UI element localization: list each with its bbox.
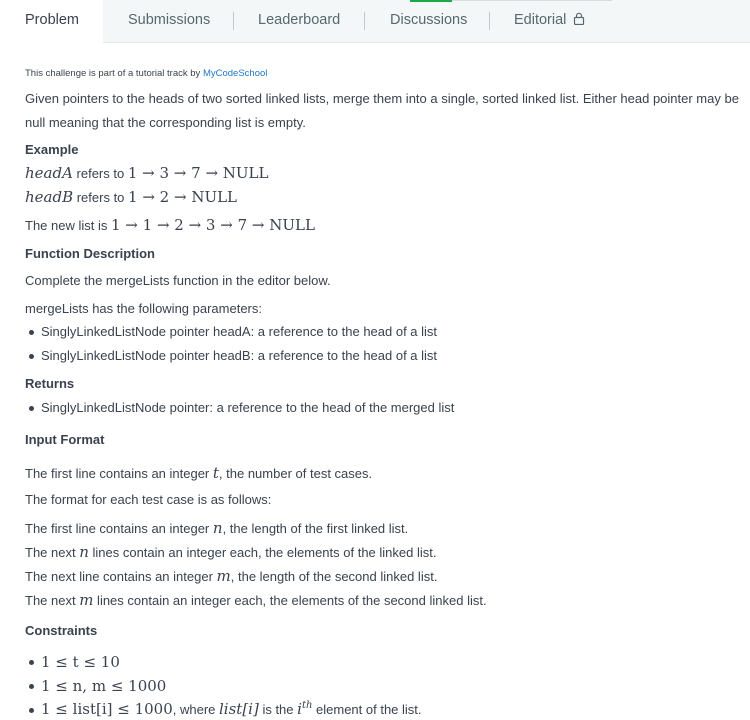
input-format-heading: Input Format (25, 432, 105, 447)
input-format-line-4: The next n lines contain an integer each, the elements of the linked list. (25, 543, 437, 561)
tutorial-note: This challenge is part of a tutorial track by MyCodeSchool (25, 68, 268, 79)
input-format-line-5: The next line contains an integer m, the length of the second linked list. (25, 567, 438, 585)
input-format-line-6: The next m lines contain an integer each, the elements of the second linked list. (25, 591, 487, 609)
tab-bar-top-line (452, 0, 612, 1)
param-item: SinglyLinkedListNode pointer headA: a reference to the head of a list (41, 324, 438, 339)
function-description-line-1: Complete the mergeLists function in the editor below. (25, 273, 331, 288)
tab-editorial[interactable] (514, 12, 585, 28)
example-heading: Example (25, 142, 79, 157)
bullet (29, 330, 34, 335)
tab-editorial-label: Editorial (514, 12, 567, 28)
bullet (29, 406, 34, 411)
lock-icon (573, 12, 585, 25)
bullet (29, 660, 34, 665)
tab-indicator (410, 0, 452, 2)
input-format-line-2: The format for each test case is as follows: (25, 492, 272, 507)
tab-problem[interactable]: Problem (25, 12, 79, 28)
mycodeschool-link[interactable]: MyCodeSchool (202, 68, 268, 79)
result-expr: 1 → 1 → 2 → 3 → 7 → NULL (110, 216, 315, 234)
constraints-heading: Constraints (25, 623, 98, 638)
example-result: The new list is 1 → 1 → 2 → 3 → 7 → NULL (25, 216, 315, 234)
tab-separator (364, 12, 365, 30)
constraint-1: 1 ≤ t ≤ 10 (41, 653, 120, 671)
example-head-b: headB refers to 1 → 2 → NULL (25, 188, 238, 206)
tab-discussions[interactable]: Discussions (390, 12, 468, 28)
head-a-expr: 1 → 3 → 7 → NULL (127, 164, 269, 182)
input-format-line-3: The first line contains an integer n, the length of the first linked list. (25, 519, 409, 537)
bullet (29, 354, 34, 359)
tab-submissions[interactable]: Submissions (128, 12, 211, 28)
tab-leaderboard[interactable]: Leaderboard (258, 12, 341, 28)
returns-heading: Returns (25, 376, 75, 391)
intro-line-2: null meaning that the corresponding list is empty. (25, 115, 306, 130)
intro-line-1: Given pointers to the heads of two sorted linked lists, merge them into a single, sorted linked list. Either head pointer may be (25, 91, 739, 106)
constraint-3: 1 ≤ list[i] ≤ 1000, where list[i] is the $i^{th}$ element of the list. (41, 700, 422, 718)
head-b-var: headB (25, 188, 74, 206)
head-a-var: headA (25, 164, 73, 182)
bullet (29, 708, 34, 713)
constraint-2: 1 ≤ n, m ≤ 1000 (41, 677, 167, 695)
function-description-line-2: mergeLists has the following parameters: (25, 301, 263, 316)
bullet (29, 684, 34, 689)
input-format-line-1: The first line contains an integer t, the number of test cases. (25, 464, 373, 482)
tab-separator (233, 12, 234, 30)
returns-item: SinglyLinkedListNode pointer: a reference to the head of the merged list (41, 400, 455, 415)
head-b-expr: 1 → 2 → NULL (128, 188, 238, 206)
function-description-heading: Function Description (25, 246, 155, 261)
tab-separator (489, 12, 490, 30)
example-head-a: headA refers to 1 → 3 → 7 → NULL (25, 164, 269, 182)
param-item: SinglyLinkedListNode pointer headB: a reference to the head of a list (41, 348, 438, 363)
tab-bar (0, 0, 750, 43)
